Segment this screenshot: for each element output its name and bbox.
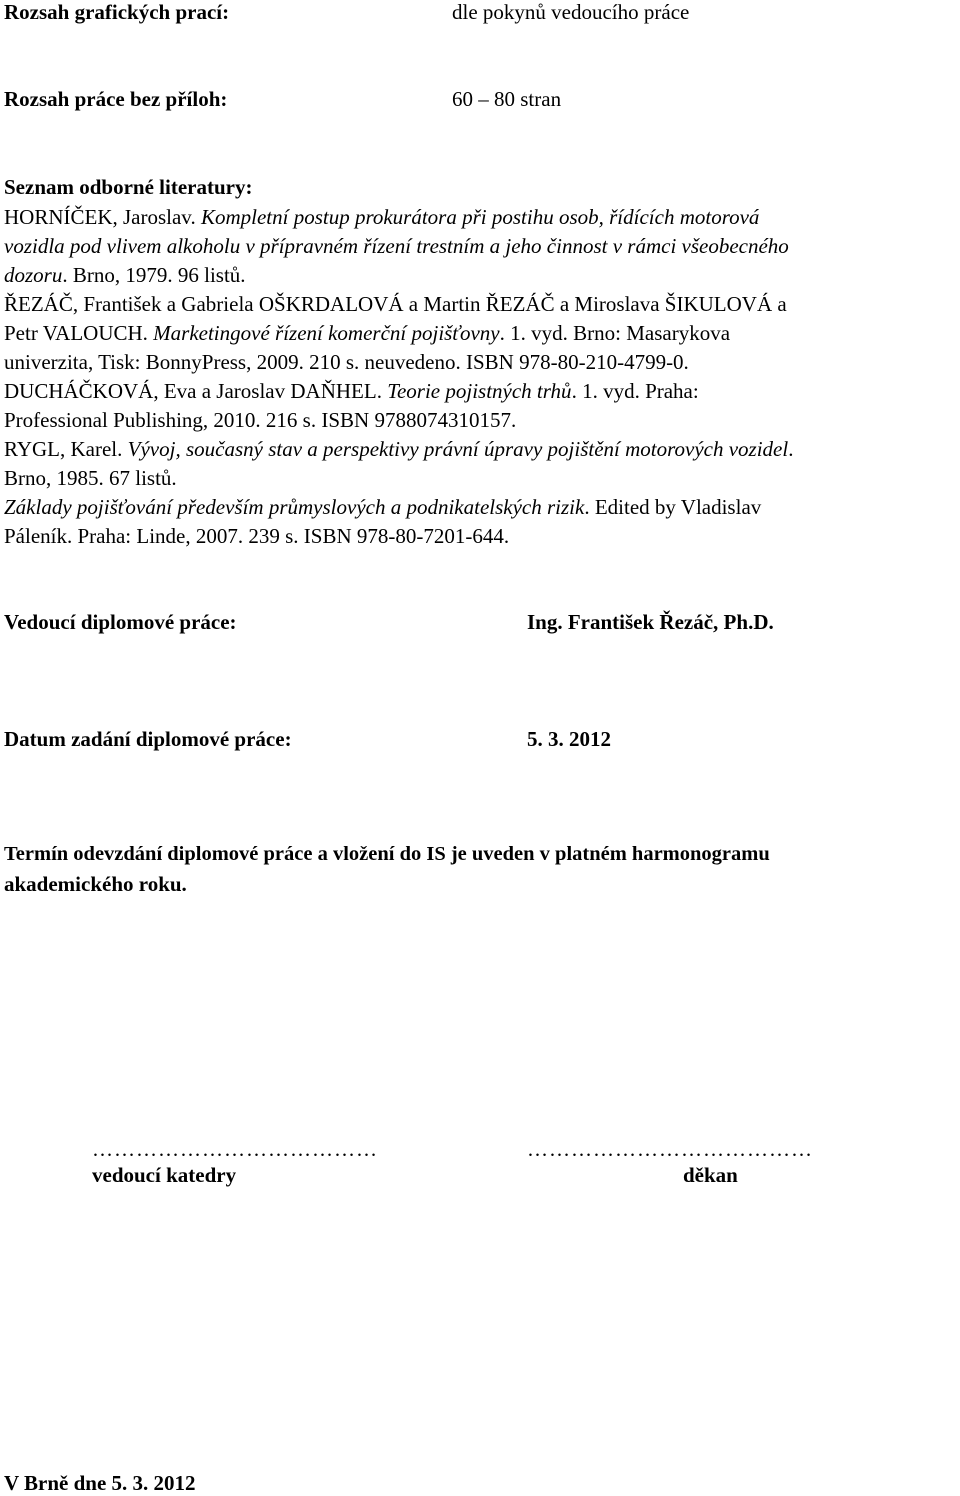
graphics-scope-value: dle pokynů vedoucího práce bbox=[452, 0, 690, 24]
literature-heading: Seznam odborné literatury: bbox=[4, 175, 253, 199]
supervisor-name: Ing. František Řezáč, Ph.D. bbox=[527, 610, 774, 634]
literature-line bbox=[4, 377, 958, 406]
literature-line bbox=[4, 319, 958, 348]
literature-title-segment: Marketingové řízení komerční pojišťovny bbox=[153, 321, 500, 345]
literature-line bbox=[4, 435, 958, 464]
thesis-length-label: Rozsah práce bez příloh: bbox=[4, 87, 228, 111]
literature-line bbox=[4, 464, 958, 493]
literature-title-segment: Kompletní postup prokurátora při postihu osob, řídících motorová bbox=[200, 205, 760, 229]
literature-text-segment: . Edited by Vladislav bbox=[584, 495, 762, 519]
thesis-length-value: 60 – 80 stran bbox=[452, 87, 562, 111]
literature-title-segment: Teorie pojistných trhů bbox=[387, 379, 572, 403]
literature-text-segment: . Brno, 1979. 96 listů. bbox=[62, 263, 246, 287]
supervisor-label: Vedoucí diplomové práce: bbox=[4, 610, 237, 634]
literature-text-segment: univerzita, Tisk: BonnyPress, 2009. 210 s. neuvedeno. ISBN 978-80-210-4799-0. bbox=[4, 350, 689, 374]
literature-text-segment: ŘEZÁČ, František a Gabriela OŠKRDALOVÁ a Martin ŘEZÁČ a Miroslava ŠIKULOVÁ a bbox=[4, 292, 787, 316]
literature-text-segment: Páleník. Praha: Linde, 2007. 239 s. ISBN 978-80-7201-644. bbox=[4, 524, 510, 548]
literature-text-segment: . bbox=[788, 437, 794, 461]
signature-label-department-head: vedoucí katedry bbox=[92, 1163, 237, 1187]
literature-text-segment: . 1. vyd. Brno: Masarykova bbox=[499, 321, 731, 345]
literature-line bbox=[4, 290, 958, 319]
place-and-date: V Brně dne 5. 3. 2012 bbox=[4, 1471, 196, 1495]
literature-text-segment: DUCHÁČKOVÁ, Eva a Jaroslav DAŇHEL. bbox=[4, 379, 388, 403]
literature-text-segment: Petr VALOUCH. bbox=[4, 321, 154, 345]
literature-text-segment: HORNÍČEK, Jaroslav. bbox=[4, 205, 201, 229]
literature-line bbox=[4, 522, 958, 551]
assignment-date-label: Datum zadání diplomové práce: bbox=[4, 727, 292, 751]
deadline-note-line1: Termín odevzdání diplomové práce a vložení do IS je uveden v platném harmonogramu bbox=[4, 843, 770, 865]
literature-title-segment: Vývoj, současný stav a perspektivy právní úpravy pojištění motorových vozidel bbox=[127, 437, 789, 461]
literature-title-segment: dozoru bbox=[4, 263, 63, 287]
literature-line bbox=[4, 406, 958, 435]
signature-line-department-head: ………………………………… bbox=[92, 1137, 378, 1161]
signature-label-dean: děkan bbox=[683, 1163, 738, 1187]
literature-line bbox=[4, 261, 958, 290]
assignment-date-value: 5. 3. 2012 bbox=[527, 727, 611, 751]
literature-title-segment: Základy pojišťování především průmyslových a podnikatelských rizik bbox=[4, 495, 585, 519]
literature-line bbox=[4, 348, 958, 377]
signature-line-dean: ………………………………… bbox=[527, 1137, 813, 1161]
literature-line bbox=[4, 203, 958, 232]
literature-line bbox=[4, 493, 958, 522]
literature-text-segment: Brno, 1985. 67 listů. bbox=[4, 466, 177, 490]
literature-text-segment: Professional Publishing, 2010. 216 s. ISBN 9788074310157. bbox=[4, 408, 517, 432]
graphics-scope-label: Rozsah grafických prací: bbox=[4, 0, 230, 24]
literature-text-segment: . 1. vyd. Praha: bbox=[571, 379, 699, 403]
literature-line bbox=[4, 232, 958, 261]
deadline-note-line2: akademického roku. bbox=[4, 872, 187, 896]
literature-title-segment: vozidla pod vlivem alkoholu v přípravném řízení trestním a jeho činnost v rámci všeobecného bbox=[4, 234, 789, 258]
literature-text-segment: RYGL, Karel. bbox=[4, 437, 128, 461]
